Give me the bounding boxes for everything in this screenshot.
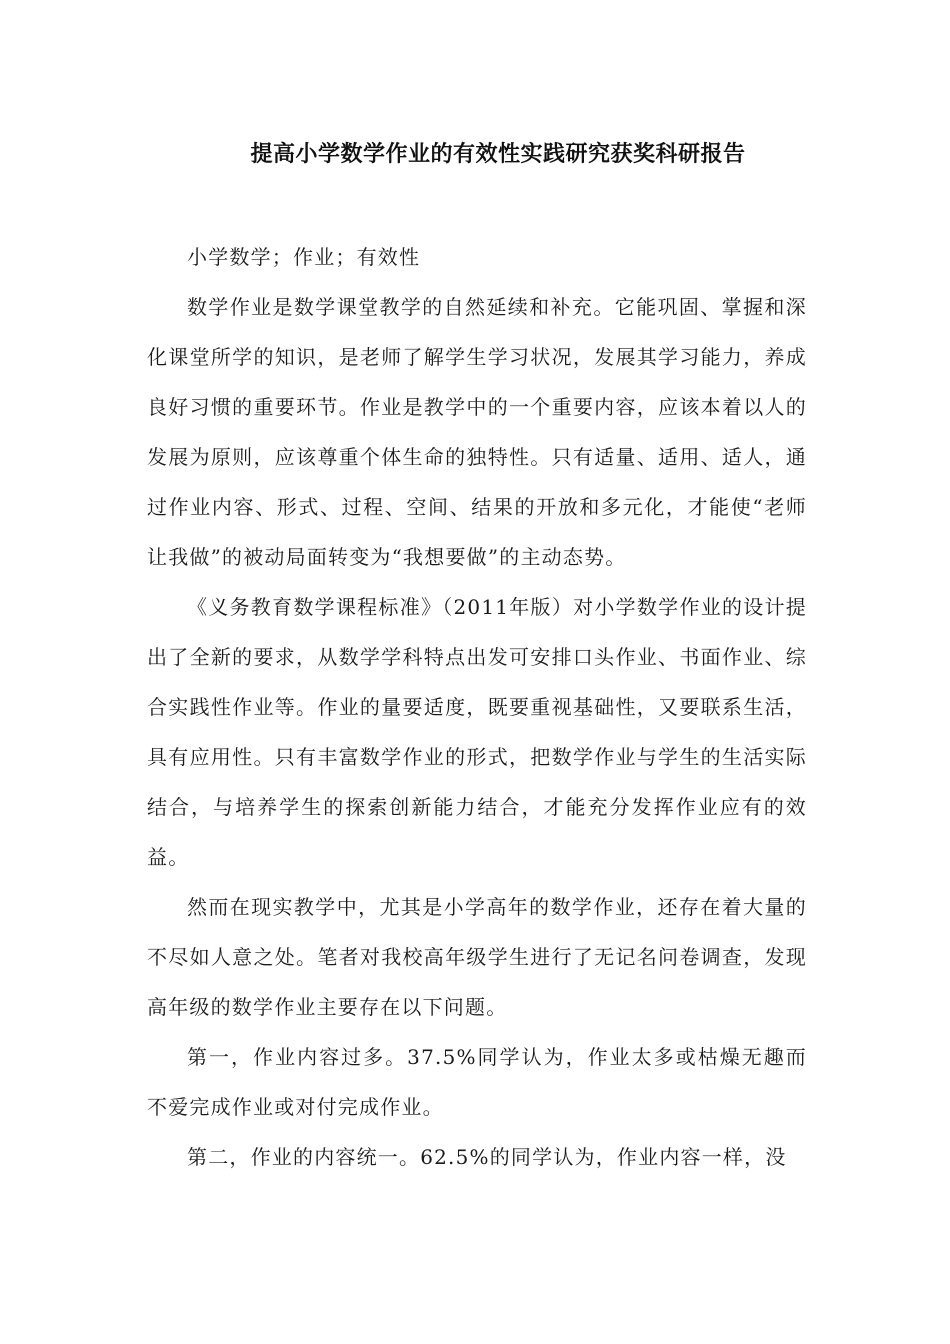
keywords-paragraph: 小学数学；作业；有效性 [187, 245, 421, 269]
body-paragraph: 然而在现实教学中，尤其是小学高年的数学作业，还存在着大量的不尽如人意之处。笔者对我校高年级学生进行了无记名问卷调查，发现高年级的数学作业主要存在以下问题。 [147, 895, 807, 1019]
body-paragraph: 第一，作业内容过多。37.5%同学认为，作业太多或枯燥无趣而不爱完成作业或对付完成作业。 [147, 1045, 807, 1119]
body-paragraph: 第二，作业的内容统一。62.5%的同学认为，作业内容一样，没 [187, 1145, 787, 1169]
document-title: 提高小学数学作业的有效性实践研究获奖科研报告 [250, 142, 746, 167]
body-paragraph: 《义务教育数学课程标准》（2011年版）对小学数学作业的设计提出了全新的要求，从数学学科特点出发可安排口头作业、书面作业、综合实践性作业等。作业的量要适度，既要重视基础性，又要联系生活，具有应用性。只有丰富数学作业的形式，把数学作业与学生的生活实际结合，与培养学生的探索创新能力结合，才能充分发挥作业应有的效益。 [147, 595, 807, 869]
document-body [147, 232, 807, 1182]
body-paragraph: 数学作业是数学课堂教学的自然延续和补充。它能巩固、掌握和深化课堂所学的知识，是老师了解学生学习状况，发展其学习能力，养成良好习惯的重要环节。作业是教学中的一个重要内容，应该本着以人的发展为原则，应该尊重个体生命的独特性。只有适量、适用、适人，通过作业内容、形式、过程、空间、结果的开放和多元化，才能使“老师让我做”的被动局面转变为“我想要做”的主动态势。 [147, 295, 807, 569]
